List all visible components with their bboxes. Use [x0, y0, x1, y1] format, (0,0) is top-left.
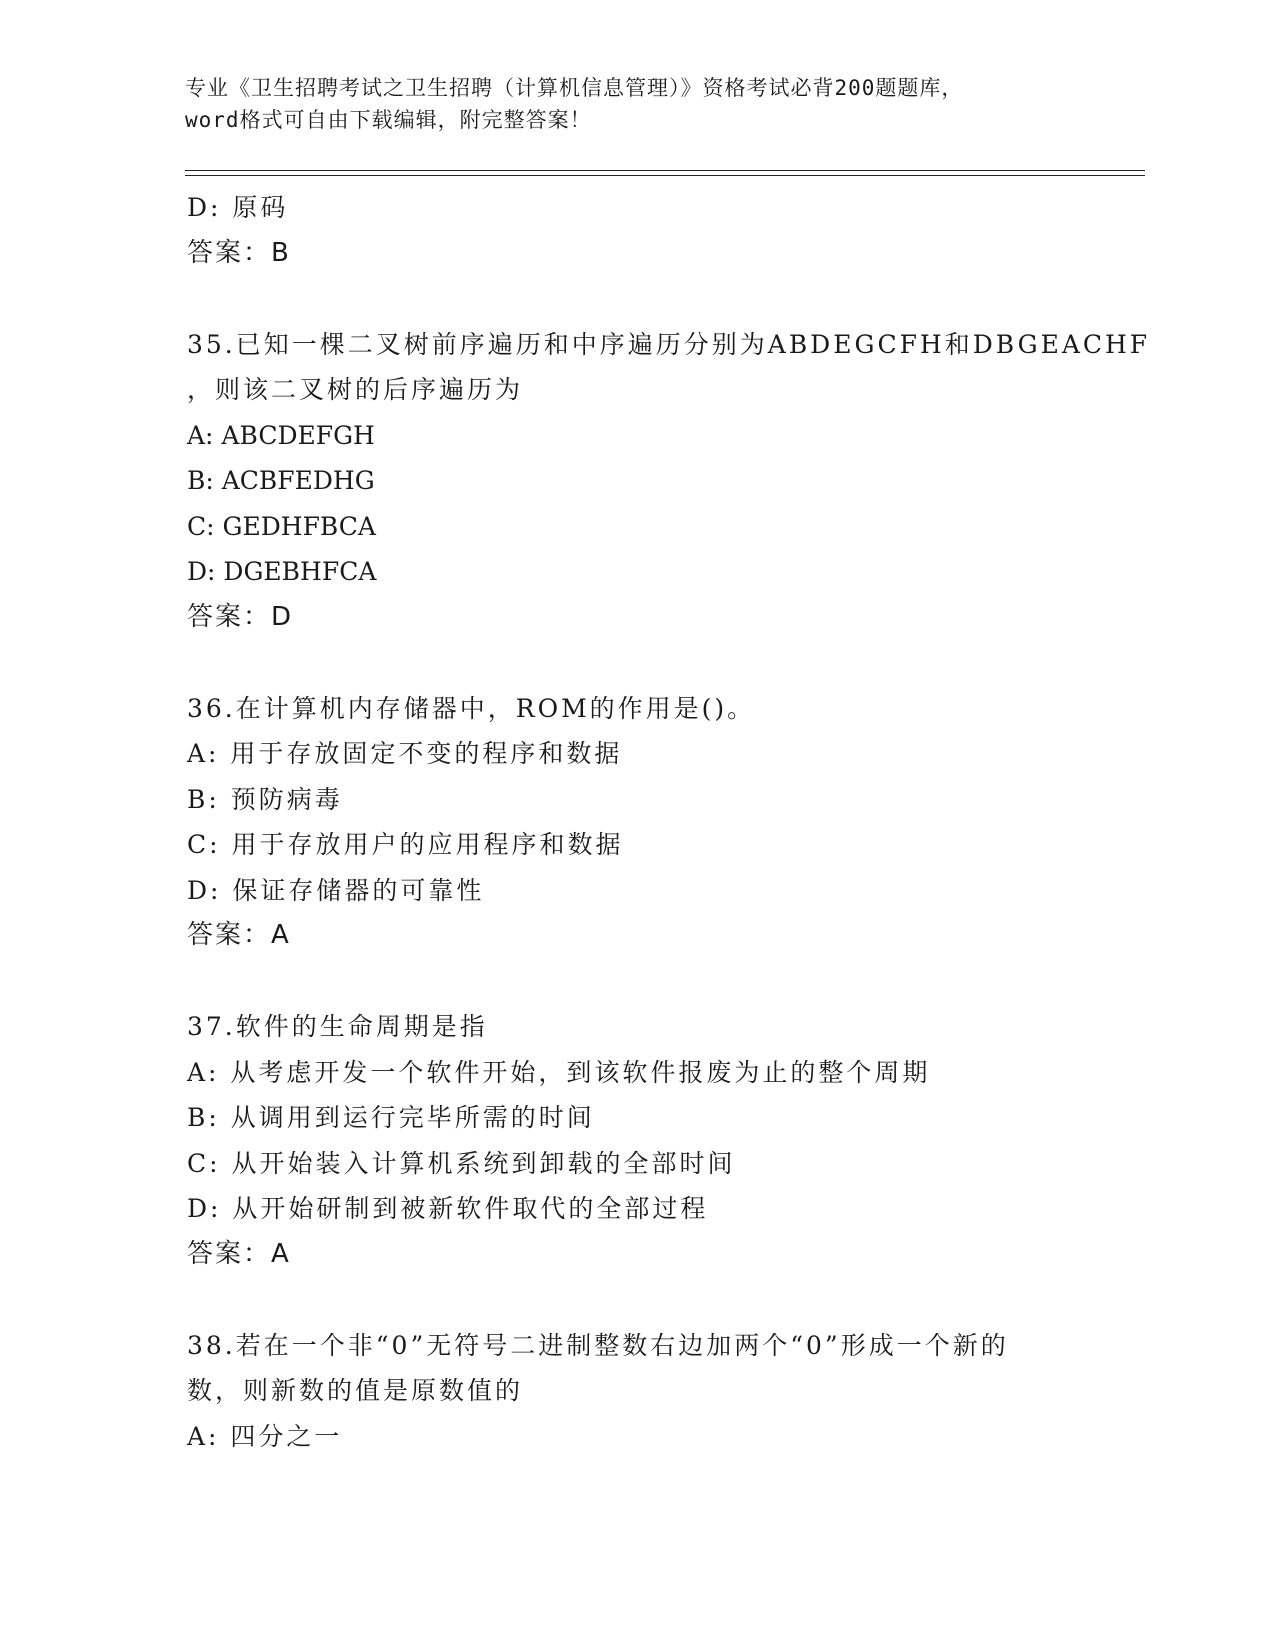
question-35-stem-line-2: ，则该二叉树的后序遍历为 — [187, 375, 524, 404]
question-36-option-d: D: 保证存储器的可靠性 — [187, 875, 485, 905]
question-37-option-b: B: 从调用到运行完毕所需的时间 — [187, 1103, 595, 1132]
spacer — [187, 640, 1137, 686]
spacer — [187, 1277, 1137, 1323]
question-38-stem-line-1: 38.若在一个非“0”无符号二进制整数右边加两个“0”形成一个新的 — [187, 1330, 1009, 1360]
question-35-option-c: C: GEDHFBCA — [187, 511, 376, 541]
question-36 — [187, 686, 1137, 959]
question-35-stem-line-1: 35.已知一棵二叉树前序遍历和中序遍历分别为ABDEGCFH和DBGEACHF — [187, 329, 1151, 359]
question-38 — [187, 1323, 1137, 1460]
question-36-option-a: A: 用于存放固定不变的程序和数据 — [187, 739, 623, 768]
question-35-option-a: A: ABCDEFGH — [187, 420, 375, 450]
spacer — [187, 959, 1137, 1005]
question-36-stem: 36.在计算机内存储器中，ROM的作用是()。 — [187, 693, 756, 723]
question-37-option-c: C: 从开始装入计算机系统到卸载的全部时间 — [187, 1148, 736, 1178]
question-35-option-b: B: ACBFEDHG — [187, 466, 375, 495]
question-37-option-d: D: 从开始研制到被新软件取代的全部过程 — [187, 1194, 709, 1223]
question-36-option-b: B: 预防病毒 — [187, 784, 343, 814]
header-divider-bottom — [185, 175, 1145, 176]
question-38-option-a: A: 四分之一 — [187, 1421, 343, 1451]
question-37-stem: 37.软件的生命周期是指 — [187, 1012, 488, 1041]
prev-question-answer: 答案：B — [187, 237, 291, 268]
header-title-line-2: word格式可自由下载编辑，附完整答案！ — [185, 108, 592, 132]
question-35-option-d: D: DGEBHFCA — [187, 557, 377, 586]
question-37-answer: 答案：A — [187, 1238, 291, 1269]
question-36-answer: 答案：A — [187, 920, 291, 950]
prev-question-option-d: D: 原码 — [187, 193, 289, 222]
question-35-answer: 答案：D — [187, 601, 294, 632]
question-35 — [187, 322, 1151, 641]
question-38-stem-line-2: 数，则新数的值是原数值的 — [187, 1376, 524, 1405]
document-header — [185, 72, 1085, 136]
header-divider-top — [185, 170, 1145, 171]
header-title-line-1: 专业《卫生招聘考试之卫生招聘（计算机信息管理）》资格考试必背200题题库， — [185, 76, 964, 100]
spacer — [187, 276, 1137, 322]
question-37-option-a: A: 从考虑开发一个软件开始，到该软件报废为止的整个周期 — [187, 1057, 931, 1087]
question-list — [187, 185, 1151, 1459]
question-36-option-c: C: 用于存放用户的应用程序和数据 — [187, 830, 624, 859]
question-37 — [187, 1004, 1137, 1277]
